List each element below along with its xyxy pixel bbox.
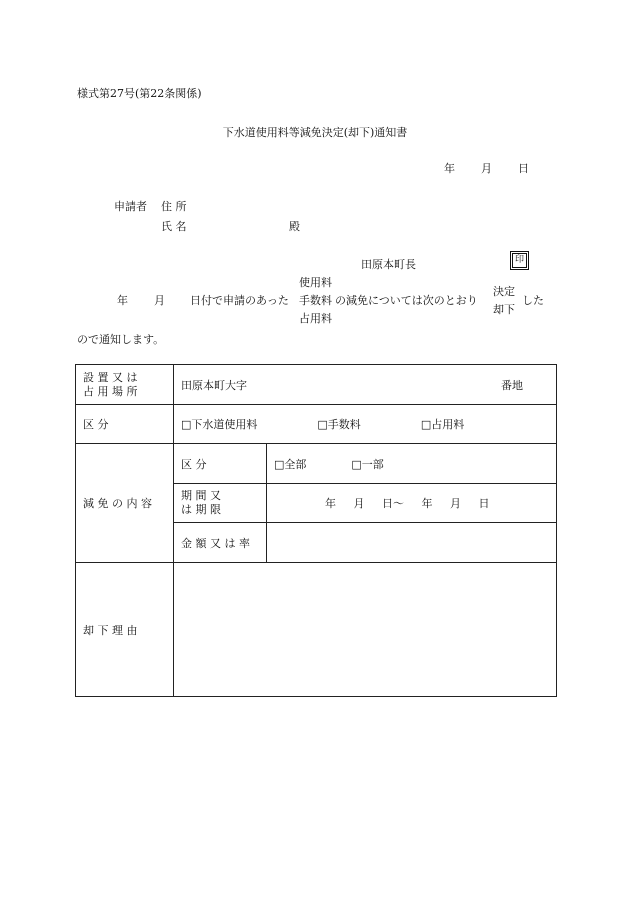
sub-category-label: 区 分	[174, 444, 267, 484]
checkbox-occupancy-fee[interactable]: □占用料	[420, 418, 465, 431]
rejection-reason-field[interactable]	[174, 563, 557, 697]
location-suffix: 番地	[501, 378, 523, 392]
sub-category-row	[76, 444, 557, 484]
body-middle-text: の減免については次のとおり	[335, 294, 478, 307]
fee-option-handling: 手数料	[299, 294, 332, 307]
period-value[interactable]: 年 月 日〜 年 月 日	[267, 484, 557, 523]
body-year: 年	[117, 294, 128, 307]
reduction-label: 減 免 の 内 容	[76, 444, 174, 563]
date-year: 年	[444, 162, 455, 175]
body-end-text: した	[522, 294, 544, 307]
location-label-line-1: 設 置 又 は	[83, 370, 138, 384]
period-label	[174, 484, 267, 523]
name-label: 氏 名	[161, 220, 187, 233]
details-table	[75, 364, 557, 697]
location-value-cell[interactable]	[174, 365, 557, 405]
location-label	[76, 365, 174, 405]
category-row	[76, 405, 557, 444]
honorific: 殿	[289, 220, 300, 233]
amount-value[interactable]	[267, 523, 557, 563]
rejection-row	[76, 563, 557, 697]
body-date-text: 日付で申請のあった	[190, 294, 289, 307]
period-label-line-2: は 期 限	[181, 503, 221, 516]
date-day: 日	[518, 162, 529, 175]
period-label-line-1: 期 間 又	[181, 489, 221, 502]
decision-options	[493, 283, 515, 319]
location-value: 田原本町大字	[181, 378, 247, 392]
date-month: 月	[481, 162, 492, 175]
decision-approve: 決定	[493, 285, 515, 298]
amount-label: 金 額 又 は 率	[174, 523, 267, 563]
document-title: 下水道使用料等減免決定(却下)通知書	[222, 126, 408, 139]
body-closing: ので通知します。	[77, 333, 165, 346]
location-label-line-2: 占 用 場 所	[83, 384, 138, 398]
issuer-name: 田原本町長	[361, 258, 416, 271]
seal-mark: 印	[512, 253, 527, 268]
checkbox-partial[interactable]: □一部	[351, 457, 384, 471]
checkbox-full[interactable]: □全部	[274, 457, 307, 471]
decision-reject: 却下	[493, 303, 515, 316]
fee-option-usage: 使用料	[299, 276, 332, 289]
form-number: 様式第27号(第22条関係)	[77, 87, 202, 100]
sub-category-options	[267, 444, 557, 484]
fee-type-options	[299, 274, 332, 328]
applicant-label: 申請者	[114, 200, 147, 213]
checkbox-sewer-fee[interactable]: □下水道使用料	[181, 418, 258, 431]
issue-date	[444, 160, 529, 176]
location-row	[76, 365, 557, 405]
rejection-label: 却 下 理 由	[76, 563, 174, 697]
address-label: 住 所	[161, 200, 187, 213]
category-options	[174, 405, 557, 444]
body-month: 月	[154, 294, 165, 307]
fee-option-occupancy: 占用料	[299, 312, 332, 325]
checkbox-handling-fee[interactable]: □手数料	[317, 418, 361, 431]
category-label: 区 分	[76, 405, 174, 444]
